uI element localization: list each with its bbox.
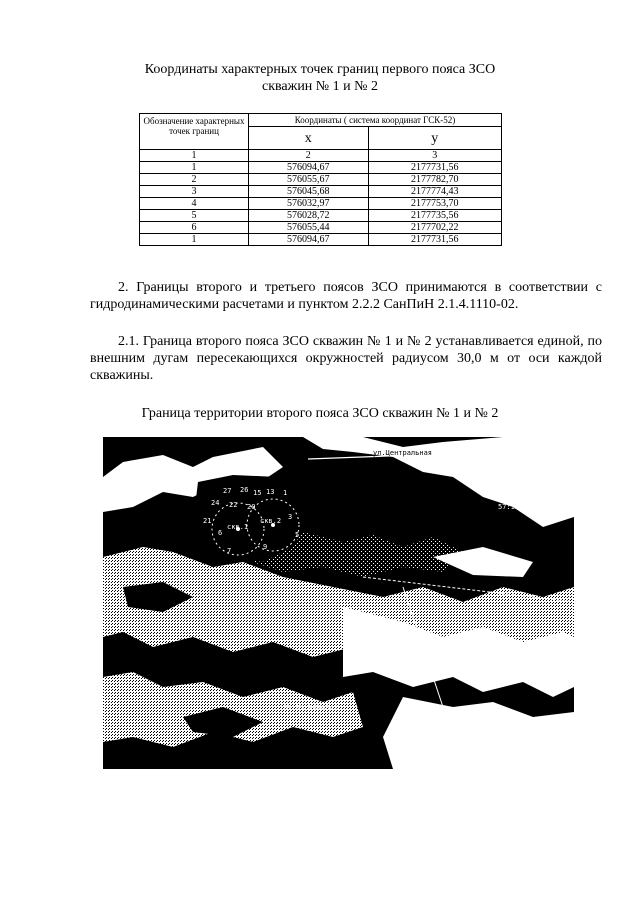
y-cell: 2177735,56 [368, 210, 501, 222]
table-row [140, 210, 502, 222]
point-number: 27 [223, 487, 232, 495]
zone-map-image [103, 437, 574, 769]
point-number: 21 [203, 517, 212, 525]
y-cell: 2177731,56 [368, 162, 501, 174]
map-svg [103, 437, 574, 769]
column-number: 1 [140, 150, 249, 162]
y-cell: 2177731,56 [368, 234, 501, 246]
x-cell: 576045,68 [249, 186, 369, 198]
point-cell: 4 [140, 198, 249, 210]
header-coordinates-system: Координаты ( система координат ГСК-52) [249, 114, 502, 127]
x-cell: 576055,44 [249, 222, 369, 234]
x-cell: 576094,67 [249, 234, 369, 246]
map-title: Граница территории второго пояса ЗСО скважин № 1 и № 2 [141, 406, 499, 421]
x-cell: 576094,67 [249, 162, 369, 174]
table-row [140, 198, 502, 210]
table-row [140, 234, 502, 246]
point-number: 5 [295, 531, 300, 539]
x-cell: 576032,97 [249, 198, 369, 210]
point-number: 24 [211, 499, 220, 507]
well-2-label: скв.2 [260, 517, 282, 525]
paragraph-2-1 [90, 333, 602, 384]
header-y: y [368, 127, 501, 150]
point-cell: 3 [140, 186, 249, 198]
x-cell: 576028,72 [249, 210, 369, 222]
point-cell: 2 [140, 174, 249, 186]
point-number: 22 [229, 501, 238, 509]
cadastral-label: 57:15:0070836 [498, 503, 553, 511]
y-cell: 2177782,70 [368, 174, 501, 186]
table-row [140, 186, 502, 198]
point-cell: 1 [140, 162, 249, 174]
point-cell: 1 [140, 234, 249, 246]
x-cell: 576055,67 [249, 174, 369, 186]
y-cell: 2177774,43 [368, 186, 501, 198]
y-cell: 2177702,22 [368, 222, 501, 234]
coordinates-table [139, 113, 502, 246]
paragraph-2 [90, 279, 602, 313]
document-title-line-1: Координаты характерных точек границ первого пояса ЗСО [144, 62, 496, 77]
table-row [140, 222, 502, 234]
point-number: 20 [247, 503, 256, 511]
paragraph-2-text: 2. Границы второго и третьего поясов ЗСО принимаются в соответствии с гидродинамическими расчетами и пунктом 2.2.2 СанПиН 2.1.4.1110-02. [90, 280, 602, 312]
well-1-label: скв.1 [227, 523, 249, 531]
point-number: 26 [240, 486, 249, 494]
document-title-line-2: скважин № 1 и № 2 [261, 79, 379, 94]
point-number: 6 [218, 529, 223, 537]
y-cell: 2177753,70 [368, 198, 501, 210]
cadastral-label: 57:15:0070841 [283, 704, 338, 712]
column-number: 2 [249, 150, 369, 162]
street-label: ул.Садовая [353, 581, 396, 589]
point-number: 15 [253, 489, 262, 497]
table-row [140, 174, 502, 186]
point-number: 9 [263, 543, 268, 551]
header-x: x [249, 127, 369, 150]
point-number: 13 [266, 488, 275, 496]
header-point-designation: Обозначение характерных точек границ [140, 114, 249, 150]
paragraph-2-1-text: 2.1. Граница второго пояса ЗСО скважин № 1 и № 2 устанавливается единой, по внешним дугам пересекающихся окружностей радиусом 30,0 м от оси каждой скважины. [90, 334, 602, 383]
column-number: 3 [368, 150, 501, 162]
point-number: 7 [227, 547, 232, 555]
point-cell: 5 [140, 210, 249, 222]
point-number: 3 [288, 513, 293, 521]
point-cell: 6 [140, 222, 249, 234]
point-number: 1 [283, 489, 288, 497]
table-row [140, 162, 502, 174]
road-label: ул.Центральная [373, 449, 433, 457]
